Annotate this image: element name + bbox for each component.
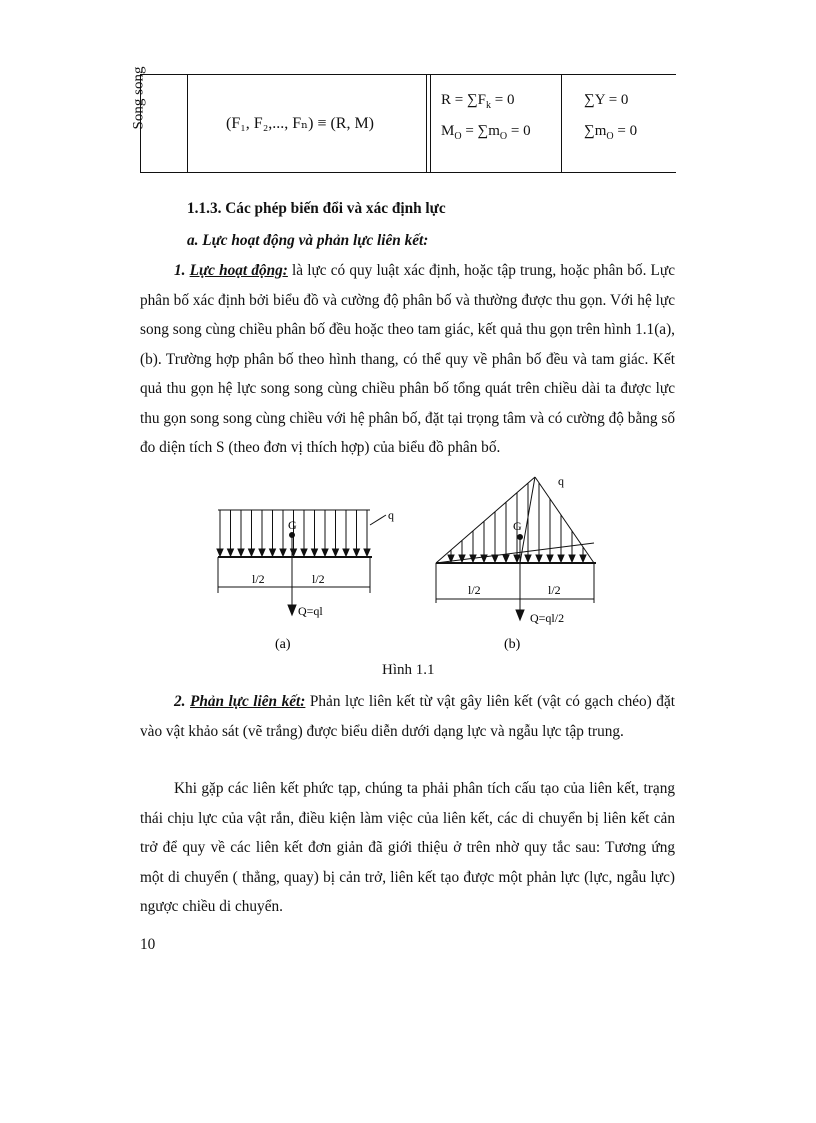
- figure-caption: Hình 1.1: [382, 662, 435, 678]
- scalar-condition-m: $\sum m_O = 0$: [584, 123, 638, 142]
- page-number: 10: [140, 936, 156, 953]
- load-arrow-a-head: [364, 549, 370, 556]
- load-arrow-a-head: [301, 549, 307, 556]
- load-arrow-a-head: [217, 549, 223, 556]
- paragraph-reaction-force-text: Phản lực liên kết từ vật gây liên kết (vật có gạch chéo) đặt vào vật khảo sát (vẽ trắng) được biểu diễn dưới dạng lực và ngẫu lực tập trung.: [140, 693, 675, 740]
- load-arrow-b-head: [547, 555, 553, 562]
- label-reaction-force: Phản lực liên kết:: [190, 693, 306, 710]
- paragraph-active-force: [140, 256, 675, 463]
- paragraph-complex-links-text: Khi gặp các liên kết phức tạp, chúng ta phải phân tích cấu tạo của liên kết, trạng thái chịu lực của vật rắn, điều kiện làm việc của liên kết, các di chuyển bị liên kết cản trở để quy về các liên kết đơn giản đã giới thiệu ở trên nhờ quy tắc sau: Tương ứng một di chuyển ( thẳng, quay) bị cản trở, liên kết tạo được một phản lực (lực, ngẫu lực) ngược chiều di chuyển.: [140, 780, 675, 915]
- figure-1-1: [200, 475, 620, 660]
- load-arrow-a-head: [259, 549, 265, 556]
- load-label-b: q: [558, 475, 564, 488]
- load-arrow-a-head: [291, 549, 297, 556]
- equivalence-formula: (F₁, F₂,..., Fₙ) ≡ (R, M): [226, 115, 375, 132]
- resultant-label-b: Q=ql/2: [530, 611, 565, 625]
- vector-condition-m: $M_O = \sum m_O = 0$: [441, 123, 531, 142]
- table-equivalence-cell: [188, 75, 427, 172]
- resultant-arrow-b: [516, 610, 524, 620]
- table-row-label-cell: [130, 66, 188, 172]
- centroid-point-b: [518, 535, 523, 540]
- load-arrow-b-head: [525, 555, 531, 562]
- centroid-label-a: G: [288, 518, 297, 532]
- load-arrow-a-head: [312, 549, 318, 556]
- section-heading: 1.1.3. Các phép biến đổi và xác định lực: [187, 200, 446, 217]
- load-arrow-a-head: [228, 549, 234, 556]
- label-number: 1.: [174, 262, 190, 279]
- table-row-label: Song song: [130, 66, 147, 130]
- vector-condition-r: $R = \sum F_k = 0$: [441, 92, 515, 111]
- paragraph-active-force-text: là lực có quy luật xác định, hoặc tập trung, hoặc phân bố. Lực phân bố xác định bởi biểu đồ và cường độ phân bố và thường được thu gọn. Với hệ lực song song cùng chiều phân bố đều hoặc theo tam giác, kết quả thu gọn trên hình 1.1(a), (b). Trường hợp phân bố theo hình thang, có thể quy về phân bố đều và tam giác. Kết quả thu gọn hệ lực song song cùng chiều phân bố tổng quát trên chiều dài ta được lực thu gọn song song cùng chiều với hệ phân bố, đặt tại trọng tâm và có cường độ bằng số đo diện tích S (theo đơn vị thích hợp) của biểu đồ phân bố.: [140, 262, 675, 456]
- table-scalar-conditions-cell: [562, 75, 676, 172]
- load-arrow-b-head: [481, 555, 487, 562]
- load-arrow-a-head: [270, 549, 276, 556]
- paragraph-reaction-force: [140, 687, 675, 746]
- label-number-2: 2.: [174, 693, 190, 710]
- resultant-arrow-a: [288, 605, 296, 615]
- load-arrow-b-head: [503, 555, 509, 562]
- load-arrow-a-head: [354, 549, 360, 556]
- section-subheading: a. Lực hoạt động và phản lực liên kết:: [187, 232, 429, 249]
- table-vector-conditions-cell: [431, 75, 562, 172]
- load-arrow-b-head: [459, 555, 465, 562]
- load-hyp-right-b: [535, 477, 594, 563]
- caption-b: (b): [504, 637, 521, 652]
- dim-label-right-b: l/2: [548, 583, 561, 597]
- label-active-force: Lực hoạt động:: [189, 262, 288, 279]
- load-arrow-a-head: [322, 549, 328, 556]
- dim-label-right-a: l/2: [312, 572, 325, 586]
- centroid-label-b: G: [513, 519, 522, 533]
- load-arrow-a-head: [333, 549, 339, 556]
- load-arrow-b-head: [569, 555, 575, 562]
- caption-a: (a): [275, 637, 291, 652]
- resultant-label-a: Q=ql: [298, 604, 323, 618]
- load-arrow-a-head: [343, 549, 349, 556]
- dim-label-left-b: l/2: [468, 583, 481, 597]
- load-arrow-a-head: [249, 549, 255, 556]
- figure-a: [217, 510, 386, 615]
- q-leader-a: [370, 515, 386, 525]
- dim-label-left-a: l/2: [252, 572, 265, 586]
- equilibrium-table: [130, 66, 676, 173]
- centroid-point-a: [290, 533, 295, 538]
- paragraph-complex-links: [140, 774, 675, 922]
- scalar-condition-y: ∑Y = 0: [584, 92, 629, 108]
- load-inner-line-b: [436, 543, 594, 563]
- figure-b: [436, 477, 596, 620]
- load-arrow-b-head: [492, 555, 498, 562]
- load-arrow-a-head: [238, 549, 244, 556]
- load-label-a: q: [388, 508, 394, 522]
- load-arrow-a-head: [280, 549, 286, 556]
- load-arrow-b-head: [580, 555, 586, 562]
- load-arrow-b-head: [558, 555, 564, 562]
- load-arrow-b-head: [514, 555, 520, 562]
- load-arrow-b-head: [536, 555, 542, 562]
